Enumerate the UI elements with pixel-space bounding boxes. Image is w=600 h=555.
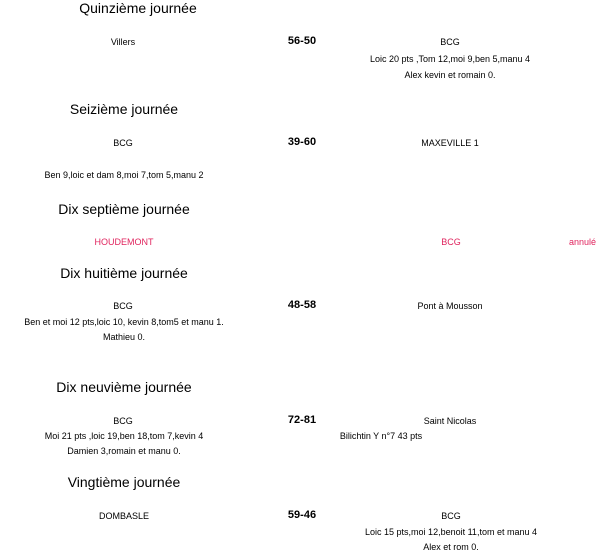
player-notes: Mathieu 0. [102,332,146,342]
away-team: BCG [441,511,461,521]
score: 39-60 [287,136,317,148]
player-notes: Alex et rom 0. [423,542,479,552]
away-team: Pont à Mousson [417,301,483,311]
round-title: Vingtième journée [67,474,181,490]
round-title: Seizième journée [69,101,179,117]
away-team: BCG [441,237,461,247]
status-cancelled: annulé [569,237,597,247]
home-team: Villers [110,37,136,47]
away-team: BCG [440,37,460,47]
player-notes: Loic 15 pts,moi 12,benoit 11,tom et manu 4 [365,527,537,537]
home-team: BCG [113,138,133,148]
away-team: MAXEVILLE 1 [421,138,479,148]
away-team: Saint Nicolas [423,416,477,426]
round-title: Dix huitième journée [60,265,188,281]
player-notes: Bilichtin Y n°7 43 pts [339,431,423,441]
home-team: DOMBASLE [98,511,150,521]
player-notes: Moi 21 pts ,loic 19,ben 18,tom 7,kevin 4 [44,431,204,441]
round-title: Dix neuvième journée [56,379,192,395]
player-notes: Damien 3,romain et manu 0. [67,446,181,456]
score: 56-50 [287,35,317,47]
round-title: Quinzième journée [79,0,197,16]
score: 59-46 [287,509,317,521]
score: 48-58 [287,299,317,311]
home-team: BCG [113,416,133,426]
player-notes: Loic 20 pts ,Tom 12,moi 9,ben 5,manu 4 [369,54,531,64]
player-notes: Alex kevin et romain 0. [404,70,496,80]
player-notes: Ben et moi 12 pts,loic 10, kevin 8,tom5 et manu 1. [24,317,224,327]
home-team: HOUDEMONT [94,237,154,247]
round-title: Dix septième journée [58,201,190,217]
player-notes: Ben 9,loic et dam 8,moi 7,tom 5,manu 2 [44,170,204,180]
score: 72-81 [287,414,317,426]
home-team: BCG [113,301,133,311]
